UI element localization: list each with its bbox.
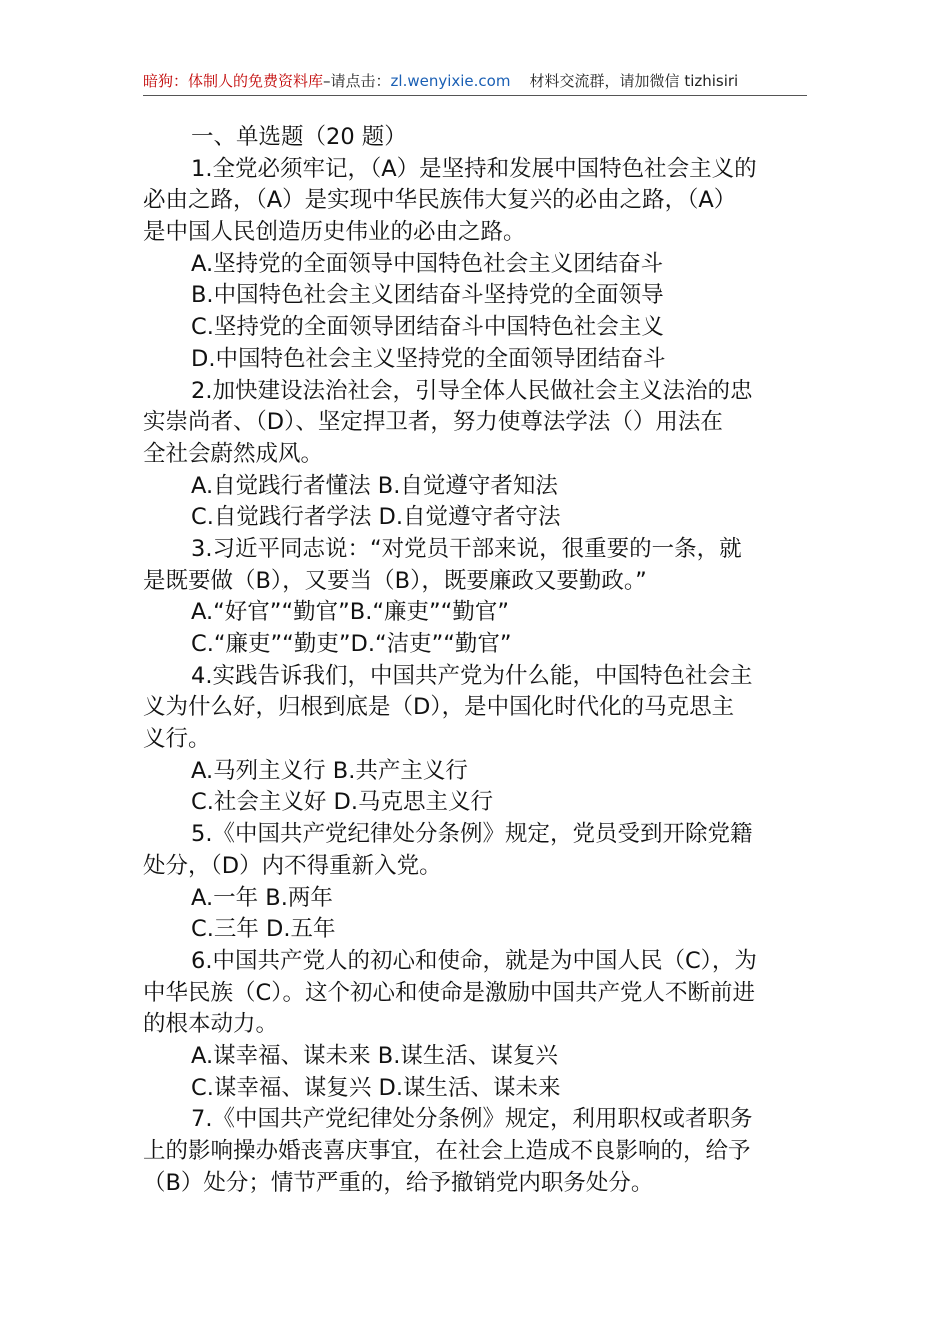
header-click-prompt: –请点击： xyxy=(323,72,391,90)
answer-option-line: A.一年 B.两年 xyxy=(191,884,333,911)
question-continuation-line: 上的影响操办婚丧喜庆事宜，在社会上造成不良影响的，给予 xyxy=(143,1138,751,1164)
question-continuation-line: 中华民族（C）。这个初心和使命是激励中国共产党人不断前进 xyxy=(143,979,755,1006)
question-continuation-line: 必由之路，（A）是实现中华民族伟大复兴的必由之路，（A） xyxy=(143,187,737,214)
answer-option-line: C.坚持党的全面领导团结奋斗中国特色社会主义 xyxy=(191,314,664,341)
answer-option-line: C.谋幸福、谋复兴 D.谋生活、谋未来 xyxy=(191,1074,561,1101)
question-line: 一、单选题（20 题） xyxy=(191,124,407,150)
answer-option-line: A.自觉践行者懂法 B.自觉遵守者知法 xyxy=(191,472,558,499)
question-line: 7.《中国共产党纪律处分条例》规定，利用职权或者职务 xyxy=(191,1106,753,1133)
question-continuation-line: 处分，（D）内不得重新入党。 xyxy=(143,852,442,879)
header-site-name: 暗狗：体制人的免费资料库 xyxy=(143,72,324,90)
question-line: 3.习近平同志说：“对党员干部来说，很重要的一条，就 xyxy=(191,535,742,562)
answer-option-line: A.谋幸福、谋未来 B.谋生活、谋复兴 xyxy=(191,1042,558,1069)
question-line: 4.实践告诉我们，中国共产党为什么能，中国特色社会主 xyxy=(191,662,753,689)
answer-option-line: A.“好官”“勤官”B.“廉吏”“勤官” xyxy=(191,599,509,626)
question-continuation-line: 义为什么好，归根到底是（D），是中国化时代化的马克思主 xyxy=(143,694,735,721)
answer-option-line: C.社会主义好 D.马克思主义行 xyxy=(191,789,493,816)
question-continuation-line: （B）处分；情节严重的，给予撤销党内职务处分。 xyxy=(143,1169,654,1196)
header-link[interactable]: zl.wenyixie.com xyxy=(390,72,511,90)
question-continuation-line: 全社会蔚然成风。 xyxy=(143,440,324,467)
header-spacer xyxy=(510,72,529,90)
page-header xyxy=(143,66,807,96)
question-continuation-line: 实崇尚者、（D）、坚定捍卫者，努力使尊法学法（）用法在 xyxy=(143,409,723,436)
answer-option-line: D.中国特色社会主义坚持党的全面领导团结奋斗 xyxy=(191,345,666,372)
question-line: 2.加快建设法治社会，引导全体人民做社会主义法治的忠 xyxy=(191,377,753,404)
answer-option-line: A.马列主义行 B.共产主义行 xyxy=(191,757,468,784)
answer-option-line: C.三年 D.五年 xyxy=(191,916,336,943)
answer-option-line: A.坚持党的全面领导中国特色社会主义团结奋斗 xyxy=(191,250,664,277)
header-wechat-note: 材料交流群，请加微信 tizhisiri xyxy=(529,72,739,90)
header-divider xyxy=(143,95,807,96)
answer-option-line: B.中国特色社会主义团结奋斗坚持党的全面领导 xyxy=(191,282,664,309)
question-line: 6.中国共产党人的初心和使命，就是为中国人民（C），为 xyxy=(191,947,757,974)
question-continuation-line: 是既要做（B），又要当（B），既要廉政又要勤政。” xyxy=(143,567,647,594)
answer-option-line: C.自觉践行者学法 D.自觉遵守者守法 xyxy=(191,504,561,531)
question-continuation-line: 是中国人民创造历史伟业的必由之路。 xyxy=(143,219,526,246)
question-continuation-line: 义行。 xyxy=(143,726,211,753)
question-line: 5.《中国共产党纪律处分条例》规定，党员受到开除党籍 xyxy=(191,821,753,848)
question-continuation-line: 的根本动力。 xyxy=(143,1011,279,1038)
answer-option-line: C.“廉吏”“勤吏”D.“洁吏”“勤官” xyxy=(191,631,512,657)
document-body xyxy=(143,122,807,1199)
question-line: 1.全党必须牢记，（A）是坚持和发展中国特色社会主义的 xyxy=(191,155,757,182)
